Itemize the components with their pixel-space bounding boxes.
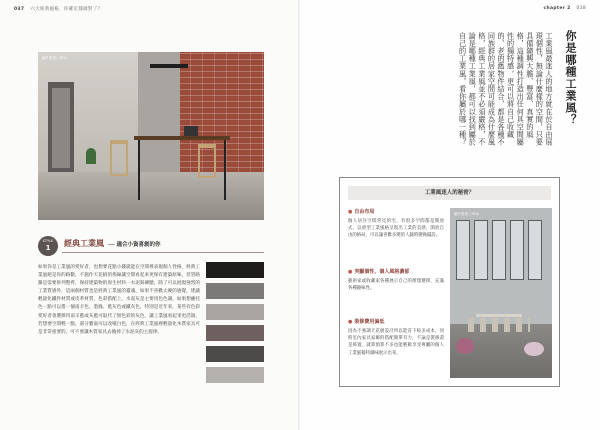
flower-bouquet xyxy=(524,342,544,356)
color-swatch xyxy=(206,304,264,320)
bullet-icon: ● xyxy=(348,319,353,325)
box-header: 工業風迷人的秘密？ xyxy=(348,186,551,200)
color-swatch xyxy=(206,346,264,362)
cafe-table xyxy=(476,314,522,317)
section-title xyxy=(64,238,161,249)
color-swatch xyxy=(206,325,264,341)
brick-wall xyxy=(178,52,264,174)
tip-title: 突顯個性、個人風格濃郁 xyxy=(354,269,410,275)
color-swatch xyxy=(206,262,264,278)
badge-label: STYLE xyxy=(42,239,54,243)
secrets-box xyxy=(339,177,560,387)
chair xyxy=(198,144,216,178)
chapter-label: chapter 2 xyxy=(543,6,571,11)
laptop xyxy=(184,126,198,136)
badge-number: 1 xyxy=(45,243,51,252)
color-swatches xyxy=(206,262,264,388)
industrial-dining-photo xyxy=(38,52,264,220)
cafe-chairs xyxy=(468,318,530,332)
section-divider xyxy=(62,252,264,253)
right-page-title: 你是哪種工業風？ xyxy=(564,30,577,126)
right-page-number: 038 xyxy=(576,6,586,11)
photo-caption: 圖片提供｜ROA xyxy=(454,212,480,216)
tip-item xyxy=(348,268,444,292)
wooden-table xyxy=(134,136,230,140)
flower-bouquet xyxy=(456,338,474,354)
left-page-header xyxy=(14,6,102,12)
tip-body: 因為不強調天花板設計所以能省下較多成本，同時室內家具家飾的搭配簡單有力，不論是裝修還是佈置，就算預算不多也能輕鬆享受專屬的個人工業風獨特韻味展示出來。 xyxy=(348,329,444,356)
section-title-text: 經典工業風 xyxy=(64,238,104,248)
style-badge xyxy=(38,236,58,256)
left-running-title: 六大經典風格，你確定都做對了？ xyxy=(30,7,103,12)
color-swatch xyxy=(206,367,264,383)
right-body-text: 工業風最迷人的地方就在於自由展現個性，無論什麼樣的空間，只要具備隨興大膽、豐富、真實的風格，這種調性打造出任何具空間屬性的獨特感，更可以將自己收藏的、老的舊物件結合，都是各種不同族群的居家空間可能成為什麼風格，經典工業風並不必須嚴格，不論是哪種工業風，都可以找到屬於自己的工業風，看你屬於哪一種？ xyxy=(458,32,554,146)
bullet-icon: ● xyxy=(348,269,353,275)
tip-body: 個人居住空間常見的宅，有很多空間都是開放式，以重型工業風格呈現出工業的美感，開放自由的格局，可以讓喜歡多變的人隨時變換擺設。 xyxy=(348,219,444,239)
tip-item xyxy=(348,208,444,240)
tip-title: 自由布局 xyxy=(354,209,375,215)
concrete-pillar xyxy=(138,52,180,192)
section-subtitle: ── 適合小資喜創的你 xyxy=(108,242,161,248)
color-swatch xyxy=(206,283,264,299)
pendant-lamp xyxy=(150,64,188,68)
tip-item xyxy=(348,318,444,357)
chair xyxy=(110,140,128,176)
photo-caption: 圖片提供｜ROA xyxy=(42,56,68,60)
left-body-text: 如果你是工業風的愛好者，也想要花點小錢就能在空間裡表現個人性格，經典工業風絕是你的路數，不施作天花板的佈線讓空間看起來更保有建築原味，但管路羅是需要併列整齊，保持建築物的原生材料一水泥與磚牆，除了可以展現強烈的工業質感外，這兩個材質也是經典工業風的靈魂，如果不喜歡太硬的感覺，建議輕量化鐵件材質或皮革材質，色彩搭配上，水泥灰是主要用色色調，如果想襯托色一點可以搭一個南羊色、墨綠、藍灰色或鐵灰色，特別是近年來，某些有色彩愛好者會選擇用南羊藍或灰藍可取代了無色彩的灰色，讓工業風看起來更活潑，若想要空間輕一點，部分牆面可以改噴白色，在經典工業風裡輕量化木質家具可是非常重要的，可不要讓木質家具去掩掉了水泥灰的主旋律。 xyxy=(38,265,200,335)
tip-body: 藝術家或收藏家各種展示自己的理想選擇，充滿各種趣味性。 xyxy=(348,279,444,292)
bullet-icon: ● xyxy=(348,209,353,215)
tip-title: 裝修費用偏低 xyxy=(354,319,385,325)
left-page-number: 037 xyxy=(14,7,25,12)
right-page-header xyxy=(544,6,586,11)
potted-plant xyxy=(86,148,96,164)
industrial-cafe-photo xyxy=(450,208,552,378)
